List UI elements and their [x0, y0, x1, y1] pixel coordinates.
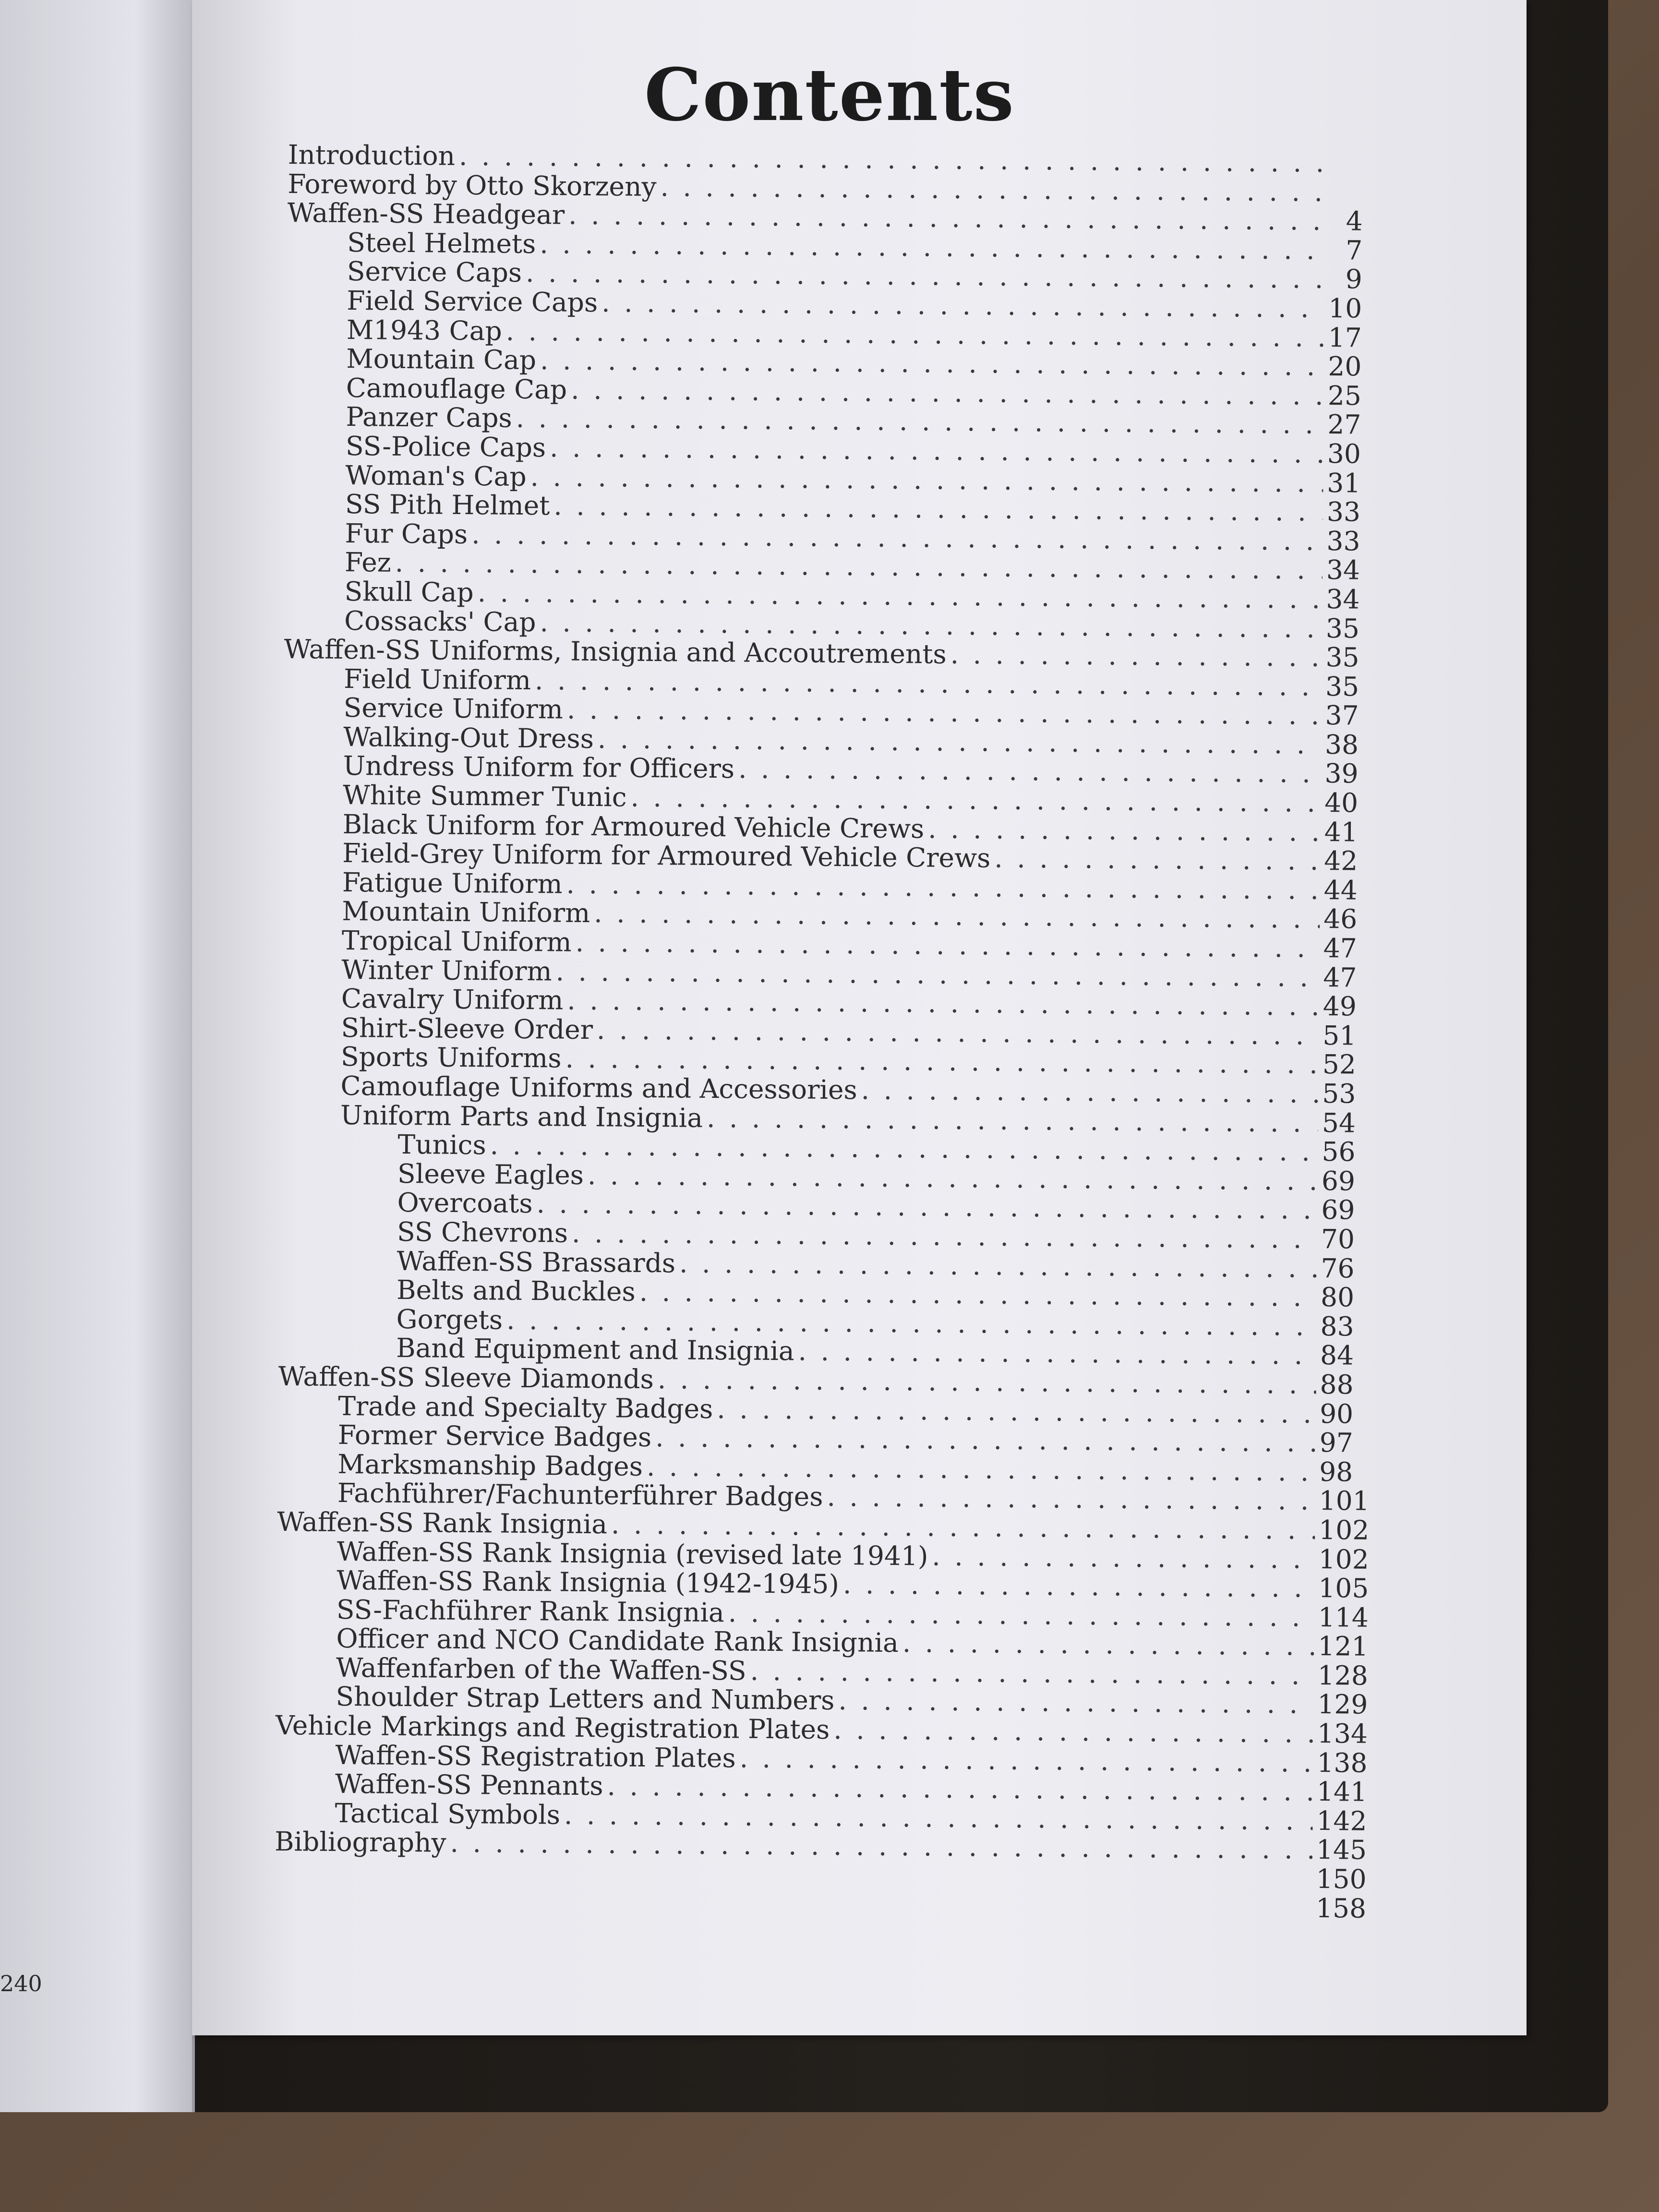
toc-entry-page-number: 47	[1323, 962, 1357, 993]
toc-entry-page-number: 56	[1322, 1136, 1356, 1167]
left-page	[0, 0, 195, 2112]
toc-entry-page-number: 39	[1324, 758, 1358, 790]
toc-entry-page-number: 20	[1328, 351, 1362, 382]
toc-entry-page-number: 121	[1318, 1631, 1369, 1662]
toc-entry-page-number: 4	[1346, 205, 1363, 237]
toc-entry-page-number: 25	[1327, 380, 1362, 411]
toc-entry-label: Field Uniform	[343, 663, 531, 696]
toc-entry-page-number: 49	[1322, 991, 1357, 1022]
toc-entry-label: Camouflage Cap	[346, 372, 567, 405]
toc-entry-label: Waffen-SS Registration Plates	[335, 1739, 736, 1774]
toc-entry-page-number: 40	[1324, 787, 1358, 818]
toc-entry-page-number: 69	[1321, 1165, 1356, 1197]
toc-entry-label: Waffen-SS Sleeve Diamonds	[278, 1360, 654, 1395]
toc-entry-label: White Summer Tunic	[343, 780, 627, 813]
toc-entry-page-number: 9	[1345, 264, 1363, 295]
toc-entry-label: Gorgets	[396, 1303, 503, 1335]
toc-entry-page-number: 128	[1317, 1659, 1369, 1691]
toc-entry-page-number: 54	[1322, 1107, 1356, 1139]
toc-entry-page-number: 129	[1317, 1689, 1368, 1720]
toc-entry-page-number: 34	[1326, 554, 1360, 586]
toc-entry-label: Uniform Parts and Insignia	[340, 1099, 703, 1133]
toc-entry-page-number: 35	[1325, 642, 1359, 673]
toc-entry-label: Waffen-SS Pennants	[335, 1768, 603, 1802]
toc-entry-page-number: 83	[1320, 1310, 1354, 1342]
toc-entry-label: Shirt-Sleeve Order	[341, 1012, 593, 1045]
toc-entry-label: Fatigue Uniform	[342, 866, 563, 900]
toc-entry-page-number: 34	[1326, 583, 1360, 615]
toc-entry-page-number: 33	[1326, 525, 1360, 557]
toc-entry-label: Undress Uniform for Officers	[343, 750, 735, 784]
toc-entry-label: Service Caps	[347, 256, 522, 289]
toc-entry-label: Overcoats	[397, 1187, 533, 1219]
toc-entry-page-number: 97	[1319, 1427, 1353, 1458]
toc-entry-page-number: 37	[1325, 700, 1359, 731]
toc-entry-label: Mountain Cap	[346, 343, 537, 376]
toc-entry-page-number: 141	[1316, 1776, 1368, 1808]
toc-entry-label: Tunics	[397, 1129, 486, 1161]
toc-entry-page-number: 150	[1316, 1863, 1367, 1895]
toc-entry-label: Waffen-SS Headgear	[287, 197, 565, 230]
toc-entry-page-number: 44	[1323, 874, 1358, 906]
toc-entry-page-number: 105	[1318, 1573, 1369, 1604]
toc-entry-label: Walking-Out Dress	[343, 721, 594, 754]
toc-entry-label: Trade and Specialty Badges	[338, 1390, 713, 1424]
toc-entry-page-number: 51	[1322, 1020, 1357, 1051]
toc-entry-label: SS Chevrons	[397, 1216, 568, 1249]
toc-entry-page-number: 102	[1319, 1514, 1370, 1546]
toc-entry-page-number: 46	[1323, 903, 1358, 935]
toc-entry-label: Winter Uniform	[341, 954, 552, 986]
toc-entry-page-number: 42	[1324, 845, 1358, 877]
toc-entry-label: Tropical Uniform	[341, 925, 572, 958]
toc-entry-label: Former Service Badges	[337, 1419, 652, 1453]
toc-entry-page-number: 35	[1325, 613, 1360, 644]
toc-entry-label: Fachführer/Fachunterführer Badges	[337, 1478, 823, 1513]
toc-entry-page-number: 102	[1318, 1543, 1370, 1575]
toc-entry-page-number: 101	[1319, 1485, 1370, 1517]
toc-entry-label: Cavalry Uniform	[341, 983, 564, 1016]
toc-entry-label: Sleeve Eagles	[397, 1158, 584, 1190]
toc-entry-label: Waffen-SS Rank Insignia	[277, 1506, 608, 1540]
toc-entry-page-number: 41	[1324, 816, 1358, 848]
toc-entry-label: Waffenfarben of the Waffen-SS	[336, 1652, 746, 1686]
toc-entry-label: Fur Caps	[345, 517, 468, 550]
toc-entry-label: Skull Cap	[344, 576, 474, 608]
toc-entry-page-number: 70	[1321, 1223, 1355, 1255]
toc-entry-label: Waffen-SS Uniforms, Insignia and Accoutrements	[284, 634, 947, 670]
left-page-number: 240	[0, 1971, 42, 1996]
toc-entry-label: Introduction	[288, 139, 456, 171]
toc-entry-page-number: 138	[1317, 1747, 1368, 1779]
toc-entry-page-number: 52	[1322, 1049, 1357, 1080]
toc-entry-page-number: 7	[1346, 235, 1363, 266]
toc-entry-label: Field-Grey Uniform for Armoured Vehicle Crews	[342, 838, 991, 874]
toc-entry-page-number: 27	[1327, 409, 1361, 440]
toc-entry-page-number: 17	[1328, 322, 1362, 353]
toc-entry-page-number: 84	[1320, 1340, 1354, 1371]
toc-entry-page-number: 98	[1319, 1456, 1353, 1488]
table-of-contents	[274, 139, 1370, 1924]
dot-leader	[928, 813, 1321, 847]
toc-entry-page-number: 90	[1319, 1398, 1354, 1430]
toc-entry-label: Black Uniform for Armoured Vehicle Crews	[342, 808, 925, 844]
toc-entry-page-number: 69	[1321, 1194, 1355, 1226]
dot-leader	[902, 1627, 1314, 1661]
toc-entry-page-number: 88	[1320, 1369, 1354, 1400]
toc-entry-page-number: 53	[1322, 1078, 1356, 1109]
toc-entry-label: Bibliography	[274, 1826, 446, 1859]
toc-entry-label: SS Pith Helmet	[345, 489, 550, 521]
toc-entry-page-number: 35	[1325, 671, 1359, 702]
toc-entry-label: Mountain Uniform	[342, 896, 590, 929]
toc-entry-label: Camouflage Uniforms and Accessories	[340, 1070, 857, 1106]
toc-entry-label: SS-Police Caps	[345, 430, 546, 463]
toc-entry-label: Waffen-SS Rank Insignia (1942-1945)	[337, 1564, 840, 1600]
toc-entry-page-number: 134	[1317, 1718, 1368, 1749]
toc-entry-label: Woman's Cap	[345, 459, 527, 492]
toc-entry-page-number: 30	[1327, 438, 1361, 469]
toc-entry-label: Steel Helmets	[347, 227, 536, 259]
toc-entry-label: Foreword by Otto Skorzeny	[288, 168, 657, 202]
toc-entry-label: Belts and Buckles	[396, 1274, 636, 1307]
toc-entry-page-number: 158	[1315, 1892, 1367, 1924]
toc-entry-page-number: 145	[1316, 1834, 1367, 1866]
toc-entry-label: Waffen-SS Rank Insignia (revised late 1941)	[337, 1536, 928, 1572]
toc-entry-label: Panzer Caps	[346, 401, 513, 434]
toc-entry-page-number: 114	[1318, 1601, 1369, 1633]
page-title: Contents	[644, 53, 1015, 137]
toc-entry-label: Field Service Caps	[347, 285, 598, 318]
dot-leader	[932, 1540, 1315, 1574]
dot-leader	[950, 639, 1322, 673]
toc-entry-page-number: 33	[1326, 496, 1361, 528]
toc-entry-page-number: 76	[1321, 1252, 1355, 1284]
toc-entry-label: Shoulder Strap Letters and Numbers	[336, 1681, 835, 1716]
toc-entry-label: Waffen-SS Brassards	[397, 1245, 676, 1278]
toc-entry-page-number: 47	[1323, 933, 1358, 964]
toc-entry-label: Tactical Symbols	[335, 1797, 561, 1830]
dot-leader	[994, 843, 1320, 876]
toc-entry-page-number: 31	[1327, 467, 1361, 499]
toc-entry-page-number: 80	[1320, 1282, 1355, 1313]
toc-entry-label: Officer and NCO Candidate Rank Insignia	[336, 1623, 899, 1659]
toc-entry-page-number	[1329, 201, 1363, 202]
toc-entry-label: Marksmanship Badges	[337, 1448, 643, 1482]
toc-entry-label: Service Uniform	[343, 692, 564, 725]
toc-entry-label: Band Equipment and Insignia	[396, 1333, 794, 1367]
toc-entry-label: Fez	[344, 547, 392, 578]
toc-entry-label: Sports Uniforms	[340, 1041, 562, 1074]
toc-entry-page-number: 142	[1316, 1805, 1367, 1837]
toc-entry-page-number: 38	[1324, 729, 1359, 760]
toc-entry-label: SS-Fachführer Rank Insignia	[336, 1594, 725, 1628]
toc-entry-page-number: 10	[1328, 293, 1362, 324]
toc-entry-label: Vehicle Markings and Registration Plates	[275, 1709, 830, 1745]
toc-entry-label: Cossacks' Cap	[344, 605, 536, 637]
toc-entry-label: M1943 Cap	[346, 314, 502, 347]
